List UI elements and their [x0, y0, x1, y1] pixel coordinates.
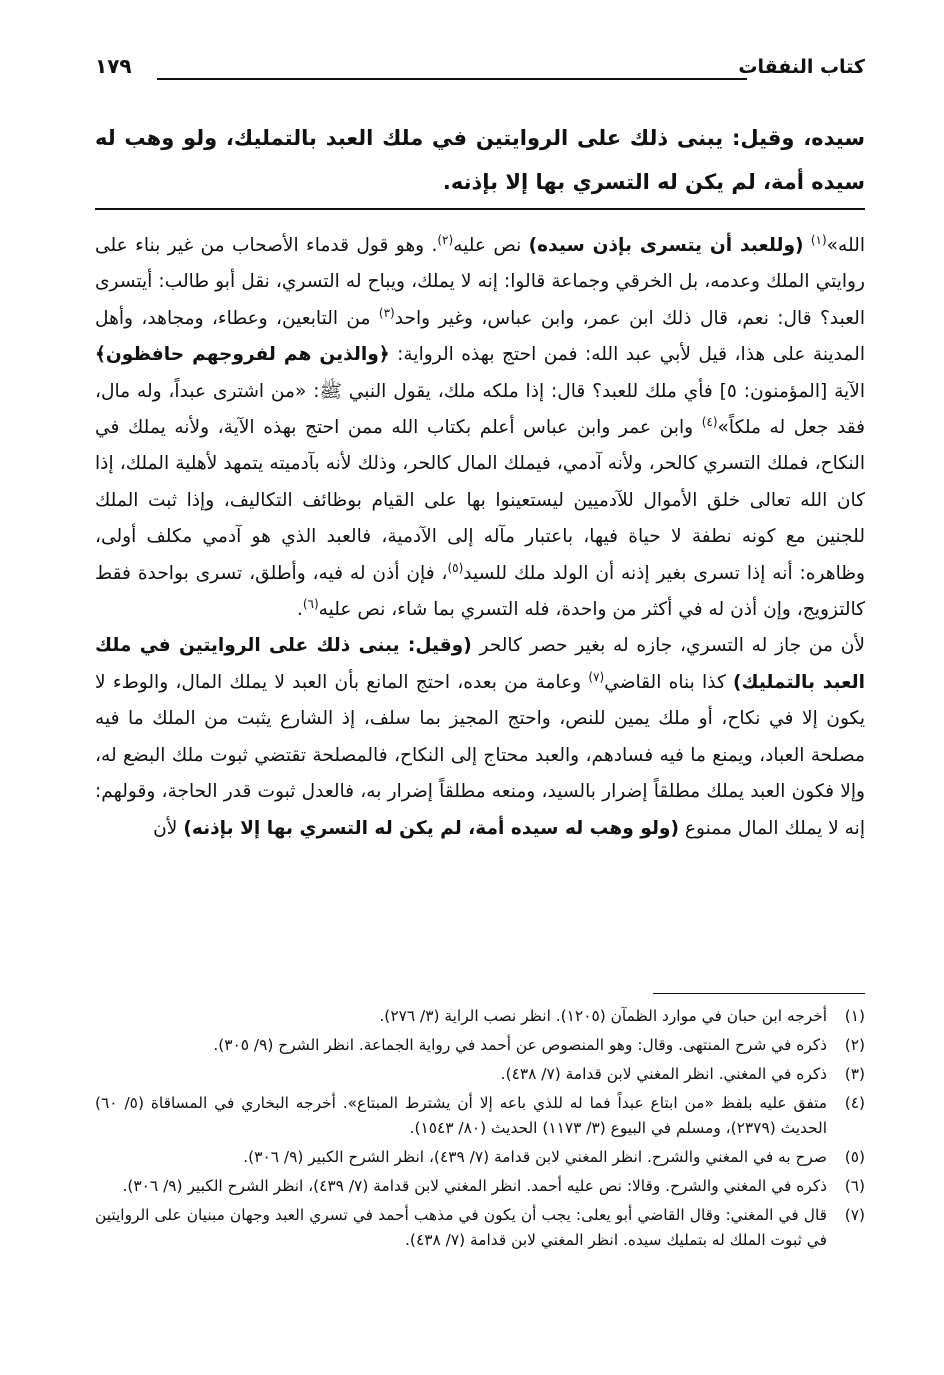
footnote [95, 1062, 865, 1087]
footnote-text: أخرجه ابن حبان في موارد الظمآن (١٢٠٥). انظر نصب الراية (٣/ ٢٧٦). [379, 1007, 827, 1025]
text-segment: لأن من جاز له التسري، جازه له بغير حصر كالحر [479, 635, 865, 657]
footnote-ref-4: (٤) [701, 414, 718, 429]
footnote-text: ذكره في المغني. انظر المغني لابن قدامة (٧/ ٤٣٨). [500, 1065, 827, 1083]
footnote-text: صرح به في المغني والشرح. انظر المغني لابن قدامة (٧/ ٤٣٩)، انظر الشرح الكبير (٩/ ٣٠٦). [243, 1148, 827, 1166]
footnote-number: (٧) [844, 1206, 865, 1224]
footnote [95, 1091, 865, 1141]
quoted-matn: (ولو وهب له سيده أمة، لم يكن له التسري بها إلا بإذنه) [183, 817, 679, 839]
footnote-ref-3: (٣) [378, 305, 395, 320]
footnote-number: (٤) [844, 1094, 865, 1112]
footnote-ref-5: (٥) [447, 560, 464, 575]
text-segment: لأن [153, 817, 178, 839]
footnote-number: (٢) [844, 1036, 865, 1054]
footnote-ref-1: (١) [810, 232, 827, 247]
text-segment: ، فإن أذن له فيه، وأطلق، تسرى بواحدة فقط كالتزويج، وإن أذن له في أكثر من واحدة، فله التسري بما شاء، نص عليه [95, 562, 865, 621]
commentary-paragraph-2 [95, 628, 865, 846]
section-divider [95, 208, 865, 210]
footnote-text: قال في المغني: وقال القاضي أبو يعلى: يجب أن يكون في مذهب أحمد في تسري العبد وجهان مبنيان على الروايتين في ثبوت الملك له بتمليك سيده. انظر المغني لابن قدامة (٧/ ٤٣٨). [95, 1206, 827, 1249]
quran-verse: ﴿والذين هم لفروجهم حافظون﴾ [95, 344, 390, 366]
footnotes [95, 1004, 865, 1257]
text-segment: وابن عمر وابن عباس أعلم بكتاب الله ممن احتج بهذه الآية، ولأنه يملك في النكاح، فملك التسري كالحر، ولأنه آدمي، فيملك المال كالحر، وذلك لأنه بآدميته يتمهد لأهلية الملك، إذا كان الله تعالى خلق الأموال للآدميين ليستعينوا بها على القيام بوظائف التكاليف، وإذا ثبت الملك للجنين مع كونه نطفة لا حياة فيها، باعتبار مآله إلى الآدمية، فالعبد الذي هو آدمي مكلف أولى، وظاهره: أنه إذا تسرى بغير إذنه أن الولد ملك للسيد [95, 417, 866, 584]
text-segment: نص عليه [453, 235, 522, 256]
footnote-separator [653, 993, 865, 994]
text-segment: الآية [المؤمنون: ٥] فأي ملك للعبد؟ قال: إذا ملكه ملك، يقول النبي ﷺ: «من اشترى عبداً، وله مال، فقد جعل له ملكاً» [95, 380, 865, 439]
footnote-number: (٦) [844, 1177, 865, 1195]
main-text-paragraph: سيده، وقيل: يبنى ذلك على الروايتين في ملك العبد بالتمليك، ولو وهب له سيده أمة، لم يكن له التسري بها إلا بإذنه. [95, 126, 865, 194]
footnote-ref-2: (٢) [437, 232, 454, 247]
text-segment: . وهو قول قدماء الأصحاب من غير بناء على روايتي الملك وعدمه، بل الخرقي وجماعة قالوا: إنه لا يملك، ويباح له التسري، نقل أبو طالب: أيتسرى العبد؟ قال: نعم، قال ذلك ابن عمر، وابن عباس، وغير واحد [95, 235, 865, 329]
footnote-number: (١) [844, 1007, 865, 1025]
footnote-text: ذكره في شرح المنتهى. وقال: وهو المنصوص عن أحمد في رواية الجماعة. انظر الشرح (٩/ ٣٠٥). [213, 1036, 827, 1054]
text-segment: . [296, 599, 303, 621]
footnote [95, 1145, 865, 1170]
main-text [95, 116, 865, 204]
footnote [95, 1203, 865, 1253]
footnote-ref-7: (٧) [588, 669, 605, 684]
text-segment: من التابعين، وعطاء، ومجاهد، وأهل المدينة على هذا، قيل لأبي عبد الله: فمن احتج بهذه الرواية: [95, 307, 865, 366]
footnote-text: متفق عليه بلفظ «من ابتاع عبداً فما له للذي باعه إلا أن يشترط المبتاع». أخرجه البخاري في المساقاة (٥/ ٦٠) الحديث (٢٣٧٩)، ومسلم في البيوع (٣/ ١١٧٣) الحديث (٨٠/ ١٥٤٣). [95, 1094, 828, 1137]
footnote [95, 1004, 865, 1029]
page-number: ١٧٩ [95, 54, 132, 78]
page-header [95, 52, 865, 88]
footnote-number: (٥) [844, 1148, 865, 1166]
text-segment: الله» [826, 235, 866, 256]
quoted-matn: (وقيل: يبنى ذلك على الروايتين في ملك العبد بالتمليك) [95, 635, 865, 693]
footnote-text: ذكره في المغني والشرح. وقالا: نص عليه أحمد. انظر المغني لابن قدامة (٧/ ٤٣٩)، انظر الشرح الكبير (٩/ ٣٠٦). [122, 1177, 827, 1195]
header-rule [157, 78, 747, 80]
quoted-matn: (وللعبد أن يتسرى بإذن سيده) [528, 235, 804, 256]
chapter-title: كتاب النفقات [738, 56, 865, 78]
text-segment: كذا بناه القاضي [604, 671, 726, 693]
commentary [95, 228, 865, 847]
commentary-paragraph-1 [95, 228, 865, 628]
footnote-number: (٣) [844, 1065, 865, 1083]
footnote [95, 1033, 865, 1058]
footnote-ref-6: (٦) [302, 596, 319, 611]
text-segment: وعامة من بعده، احتج المانع بأن العبد لا يملك المال، والوطء لا يكون إلا في نكاح، أو ملك يمين للنص، واحتج المجيز بما سلف، إذ الشارع يثبت من الملك ما فيه مصلحة العباد، ويمنع ما فيه فسادهم، والعبد محتاج إلى النكاح، فالمصلحة تقتضي ثبوت ملك البضع له، وإلا فكون العبد يملك مطلقاً إضرار بالسيد، ومنعه مطلقاً إضرار به، فالعدل ثبوت قدر الحاجة، وقولهم: إنه لا يملك المال ممنوع [95, 671, 865, 839]
footnote [95, 1174, 865, 1199]
